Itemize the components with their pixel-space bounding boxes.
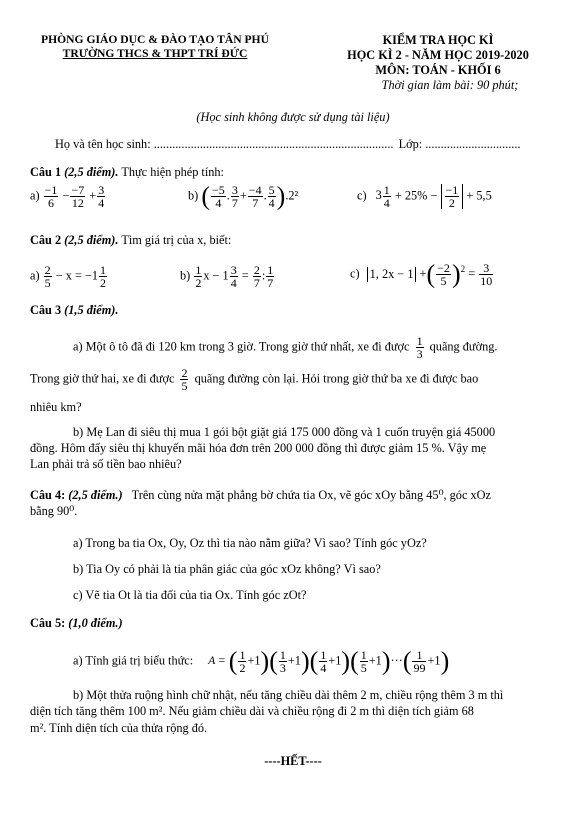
fraction: $\frac{1}{4}$ xyxy=(383,183,390,210)
q1-a-label: a) xyxy=(30,188,40,203)
q3-a-line2: Trong giờ thứ hai, xe đi được $\frac{2}{5}$ quãng đường còn lại. Hỏi trong giờ thứ ba xe đi được bao xyxy=(30,366,479,393)
q2-c-label: c) xyxy=(350,266,360,281)
q2-text: Tìm giá trị của x, biết: xyxy=(121,233,232,247)
fraction: $\frac{3}{10}$ xyxy=(480,261,493,288)
q4-part-a: a) Trong ba tia Ox, Oy, Oz thì tia nào nằm giữa? Vì sao? Tính góc yOz? xyxy=(73,536,427,550)
q5-b-line3: m². Tính diện tích của thửa rộng đó. xyxy=(30,721,208,735)
q4-part-b: b) Tia Oy có phải là tia phân giác của góc xOz không? Vì sao? xyxy=(73,562,381,576)
fraction: $\frac{2}{5}$ xyxy=(44,263,51,290)
q5-title: Câu 5: xyxy=(30,616,66,630)
q2-part-b: b) $\frac{1}{2}$ x − 1 $\frac{3}{4}$ = $\frac{2}{7}$ : $\frac{1}{7}$ xyxy=(180,263,274,290)
q1-part-b: b) ( $\frac{-5}{4}$ . $\frac{3}{7}$ + $\frac{-4}{7}$ . $\frac{5}{4}$ ).2² xyxy=(188,181,299,211)
q3-heading xyxy=(30,303,118,318)
q3-title: Câu 3 xyxy=(30,303,62,317)
exam-title: KIỂM TRA HỌC KÌ xyxy=(382,33,494,47)
fraction: $\frac{1}{3}$ xyxy=(416,334,423,361)
q4-title: Câu 4: xyxy=(30,488,66,502)
student-info-line xyxy=(55,137,521,152)
q1-part-c: c) 3 $\frac{1}{4}$ + 25% − $\frac{-1}{2}$ + 5,5 xyxy=(357,183,492,210)
q5-a-label: a) Tính giá trị biểu thức: xyxy=(73,653,194,668)
fraction: $\frac{3}{4}$ xyxy=(98,183,105,210)
school-name: TRƯỜNG THCS & THPT TRÍ ĐỨC xyxy=(62,47,248,60)
q4-points: (2,5 điểm.) xyxy=(68,488,123,502)
fraction: $\frac{5}{4}$ xyxy=(268,183,275,210)
absolute-value: $\frac{-1}{2}$ xyxy=(441,184,464,209)
q5-heading xyxy=(30,616,123,631)
fraction: $\frac{-1}{6}$ xyxy=(44,183,58,210)
q1-title: Câu 1 xyxy=(30,165,62,179)
fraction: $\frac{-5}{4}$ xyxy=(212,183,225,210)
fraction: $\frac{3}{7}$ xyxy=(231,183,238,210)
q2-part-a: a) $\frac{2}{5}$ − x = −1 $\frac{1}{2}$ xyxy=(30,263,107,290)
duration-line: Thời gian làm bài: 90 phút; xyxy=(381,78,519,92)
q1-c-label: c) xyxy=(357,188,367,203)
q4-line2: bằng 90⁰. xyxy=(30,504,78,518)
q3-b-line3: Lan phải trả số tiền bao nhiêu? xyxy=(30,457,182,471)
q1-heading xyxy=(30,165,224,180)
exam-note: (Học sinh không được sử dụng tài liệu) xyxy=(196,110,390,124)
q2-points: (2,5 điểm). xyxy=(64,233,119,247)
fraction: $\frac{3}{4}$ xyxy=(230,263,237,290)
q1-b-label: b) xyxy=(188,188,199,203)
q2-a-label: a) xyxy=(30,268,40,283)
fraction: $\frac{1}{2}$ xyxy=(100,263,107,290)
end-marker: ----HẾT---- xyxy=(264,754,322,768)
fraction: $\frac{-4}{7}$ xyxy=(248,183,262,210)
fraction: $\frac{-2}{5}$ xyxy=(437,261,450,288)
q3-points: (1,5 điểm). xyxy=(64,303,119,317)
q5-b-line2: diện tích tăng thêm 100 m². Nếu giảm chiều dài và chiều rộng đi 2 m thì diện tích giảm 68 xyxy=(30,704,474,718)
q1-part-a: a) $\frac{-1}{6}$ − $\frac{-7}{12}$ + $\frac{3}{4}$ xyxy=(30,183,105,210)
q3-a-line3: nhiêu km? xyxy=(30,400,82,414)
fraction: $\frac{2}{7}$ xyxy=(253,263,260,290)
semester-line: HỌC KÌ 2 - NĂM HỌC 2019-2020 xyxy=(347,48,529,62)
q3-b-line1: b) Mẹ Lan đi siêu thị mua 1 gói bột giặt giá 175 000 đồng và 1 cuốn truyện giá 45000 xyxy=(73,425,496,439)
fraction: $\frac{2}{5}$ xyxy=(181,366,188,393)
q5-part-a: a) Tính giá trị biểu thức: A = ( $\frac{1}{2}$ +1)( $\frac{1}{3}$ +1)( $\frac{1}{4}$ +1)( $\frac{1}{5}$ +1)···( $\frac{1}{99}$ +1) xyxy=(73,646,450,676)
q1-points: (2,5 điểm). xyxy=(64,165,119,179)
q5-points: (1,0 điểm.) xyxy=(68,616,123,630)
fraction: $\frac{-7}{12}$ xyxy=(71,183,85,210)
subject-line: MÔN: TOÁN - KHỐI 6 xyxy=(375,63,501,77)
q1-text: Thực hiện phép tính: xyxy=(121,165,224,179)
q2-heading xyxy=(30,233,231,248)
class-label: Lớp: ............................... xyxy=(398,137,521,151)
absolute-value: 1, 2x − 1 xyxy=(367,267,417,282)
q4-heading xyxy=(30,488,491,503)
q4-line1: Trên cùng nửa mặt phẳng bờ chứa tia Ox, vẽ góc xOy bằng 45⁰, góc xOz xyxy=(131,488,491,502)
q4-part-c: c) Vẽ tia Ot là tia đối của tia Ox. Tính góc zOt? xyxy=(73,588,307,602)
fraction: $\frac{1}{2}$ xyxy=(195,263,202,290)
student-name-label: Họ và tên học sinh: .............................................................................. xyxy=(55,137,394,151)
q3-a-line1: a) Một ô tô đã đi 120 km trong 3 giờ. Trong giờ thứ nhất, xe đi được $\frac{1}{3}$ quãng đường. xyxy=(73,334,498,361)
q5-b-line1: b) Một thửa ruộng hình chữ nhật, nếu tăng chiều dài thêm 2 m, chiều rộng thêm 3 m thì xyxy=(73,688,504,702)
q3-b-line2: đồng. Hôm đấy siêu thị khuyến mãi hóa đơn trên 200 000 đồng thì được giảm 15 %. Vậy mẹ xyxy=(30,441,487,455)
q2-title: Câu 2 xyxy=(30,233,62,247)
q2-part-c: c) 1, 2x − 1 +( $\frac{-2}{5}$ )$^2$ = $\frac{3}{10}$ xyxy=(350,259,493,289)
fraction: $\frac{1}{7}$ xyxy=(267,263,274,290)
q2-b-label: b) xyxy=(180,268,191,283)
department-name: PHÒNG GIÁO DỤC & ĐÀO TẠO TÂN PHÚ xyxy=(41,33,269,46)
